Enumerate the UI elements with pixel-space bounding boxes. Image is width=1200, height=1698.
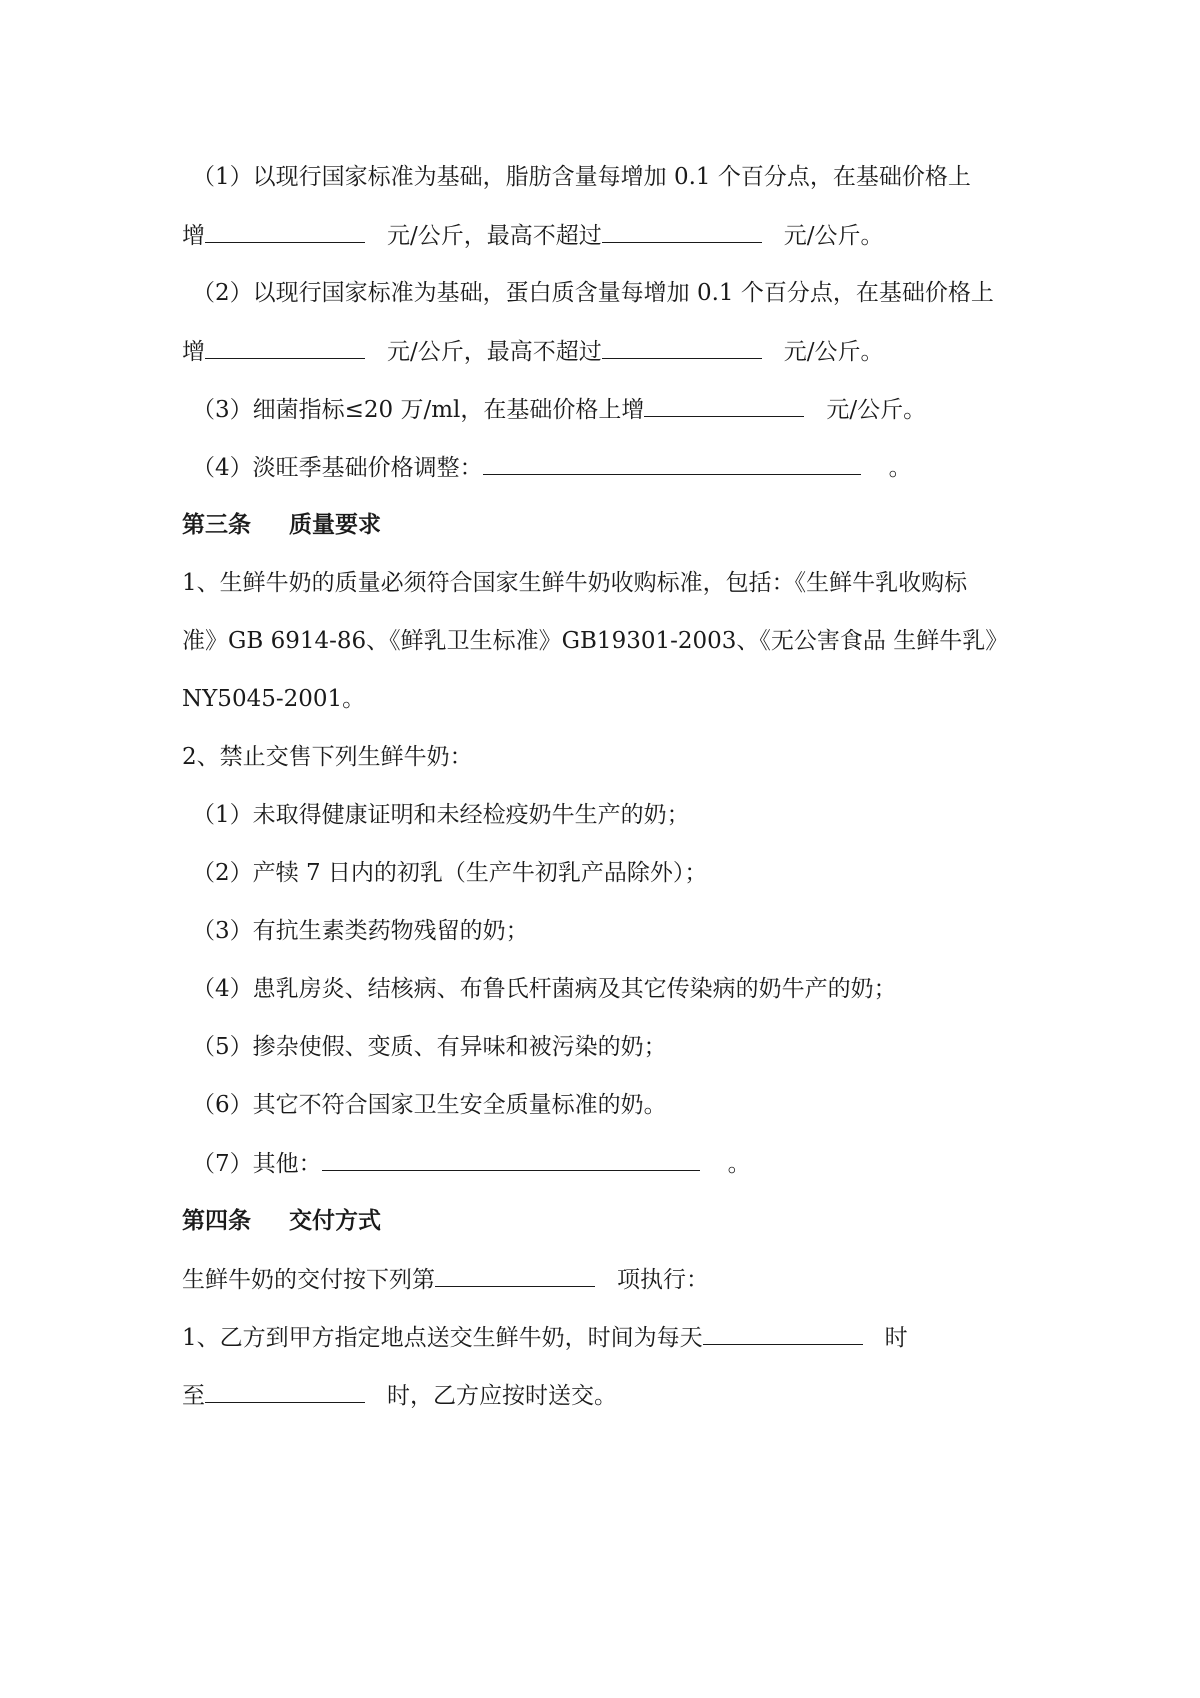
paragraph-text: 2、禁止交售下列生鲜牛奶： bbox=[182, 744, 473, 770]
list-item bbox=[192, 974, 897, 1004]
list-item bbox=[192, 1032, 667, 1062]
text-fragment: 。 bbox=[888, 455, 912, 481]
list-item-text: （1）未取得健康证明和未经检疫奶牛生产的奶； bbox=[192, 802, 690, 828]
list-item-text: （5）掺杂使假、变质、有异味和被污染的奶； bbox=[192, 1034, 667, 1060]
price-item-2-line-1 bbox=[192, 278, 994, 308]
price-item-2-text: （2）以现行国家标准为基础，蛋白质含量每增加 0.1 个百分点，在基础价格上 bbox=[192, 280, 994, 306]
article-4-p1-line-2 bbox=[182, 1380, 617, 1410]
list-item-text: （6）其它不符合国家卫生安全质量标准的奶。 bbox=[192, 1092, 667, 1118]
fill-in-blank[interactable] bbox=[322, 1148, 700, 1171]
paragraph-text: NY5045-2001。 bbox=[182, 686, 366, 712]
price-item-3 bbox=[192, 394, 926, 424]
text-fragment: （3）细菌指标≤20 万/ml，在基础价格上增 bbox=[192, 397, 645, 423]
text-fragment: （4）淡旺季基础价格调整： bbox=[192, 455, 483, 481]
fill-in-blank[interactable] bbox=[602, 220, 762, 243]
price-item-1-text: （1）以现行国家标准为基础，脂肪含量每增加 0.1 个百分点，在基础价格上 bbox=[192, 164, 971, 190]
list-item-text: （4）患乳房炎、结核病、布鲁氏杆菌病及其它传染病的奶牛产的奶； bbox=[192, 976, 897, 1002]
text-fragment: 增 bbox=[182, 223, 205, 249]
text-fragment: 至 bbox=[182, 1383, 205, 1409]
text-fragment: 元/公斤。 bbox=[783, 339, 884, 365]
fill-in-blank[interactable] bbox=[483, 452, 861, 475]
text-fragment: 时 bbox=[884, 1325, 908, 1351]
list-item bbox=[192, 858, 707, 888]
text-fragment: 元/公斤，最高不超过 bbox=[387, 339, 602, 365]
list-item bbox=[192, 1090, 667, 1120]
text-fragment: 元/公斤。 bbox=[783, 223, 884, 249]
article-3-p1-line-2 bbox=[182, 626, 1008, 656]
price-item-1-line-2 bbox=[182, 220, 884, 250]
text-fragment: 项执行： bbox=[617, 1267, 709, 1293]
text-fragment: 增 bbox=[182, 339, 205, 365]
article-3-p1-line-3 bbox=[182, 684, 365, 714]
fill-in-blank[interactable] bbox=[703, 1322, 863, 1345]
text-fragment: 。 bbox=[727, 1151, 751, 1177]
list-item-text: （2）产犊 7 日内的初乳（生产牛初乳产品除外）； bbox=[192, 860, 708, 886]
paragraph-text: 准》GB 6914-86、《鲜乳卫生标准》GB19301-2003、《无公害食品 生鲜牛乳》 bbox=[182, 628, 1009, 654]
fill-in-blank[interactable] bbox=[602, 336, 762, 359]
fill-in-blank[interactable] bbox=[205, 1380, 365, 1403]
fill-in-blank[interactable] bbox=[435, 1264, 595, 1287]
price-item-2-line-2 bbox=[182, 336, 884, 366]
list-item bbox=[192, 916, 529, 946]
price-item-1-line-1 bbox=[192, 162, 971, 192]
text-fragment: 元/公斤，最高不超过 bbox=[387, 223, 602, 249]
text-fragment: 生鲜牛奶的交付按下列第 bbox=[182, 1267, 435, 1293]
article-4-p1-line-1 bbox=[182, 1322, 908, 1352]
text-fragment: 元/公斤。 bbox=[826, 397, 927, 423]
list-item-text: （3）有抗生素类药物残留的奶； bbox=[192, 918, 529, 944]
fill-in-blank[interactable] bbox=[644, 394, 804, 417]
article-3-heading bbox=[182, 510, 381, 540]
article-title: 交付方式 bbox=[289, 1207, 381, 1234]
article-number: 第三条 bbox=[182, 511, 251, 538]
price-item-4 bbox=[192, 452, 912, 482]
fill-in-blank[interactable] bbox=[205, 336, 365, 359]
article-3-p2 bbox=[182, 742, 473, 772]
article-title: 质量要求 bbox=[289, 511, 381, 538]
article-4-intro bbox=[182, 1264, 709, 1294]
text-fragment: （7）其他： bbox=[192, 1151, 322, 1177]
article-4-heading bbox=[182, 1206, 381, 1236]
list-item bbox=[192, 1148, 751, 1178]
article-number: 第四条 bbox=[182, 1207, 251, 1234]
article-3-p1-line-1 bbox=[182, 568, 967, 598]
text-fragment: 1、乙方到甲方指定地点送交生鲜牛奶，时间为每天 bbox=[182, 1325, 703, 1351]
paragraph-text: 1、生鲜牛奶的质量必须符合国家生鲜牛奶收购标准，包括：《生鲜牛乳收购标 bbox=[182, 570, 968, 596]
text-fragment: 时，乙方应按时送交。 bbox=[387, 1383, 617, 1409]
list-item bbox=[192, 800, 690, 830]
fill-in-blank[interactable] bbox=[205, 220, 365, 243]
